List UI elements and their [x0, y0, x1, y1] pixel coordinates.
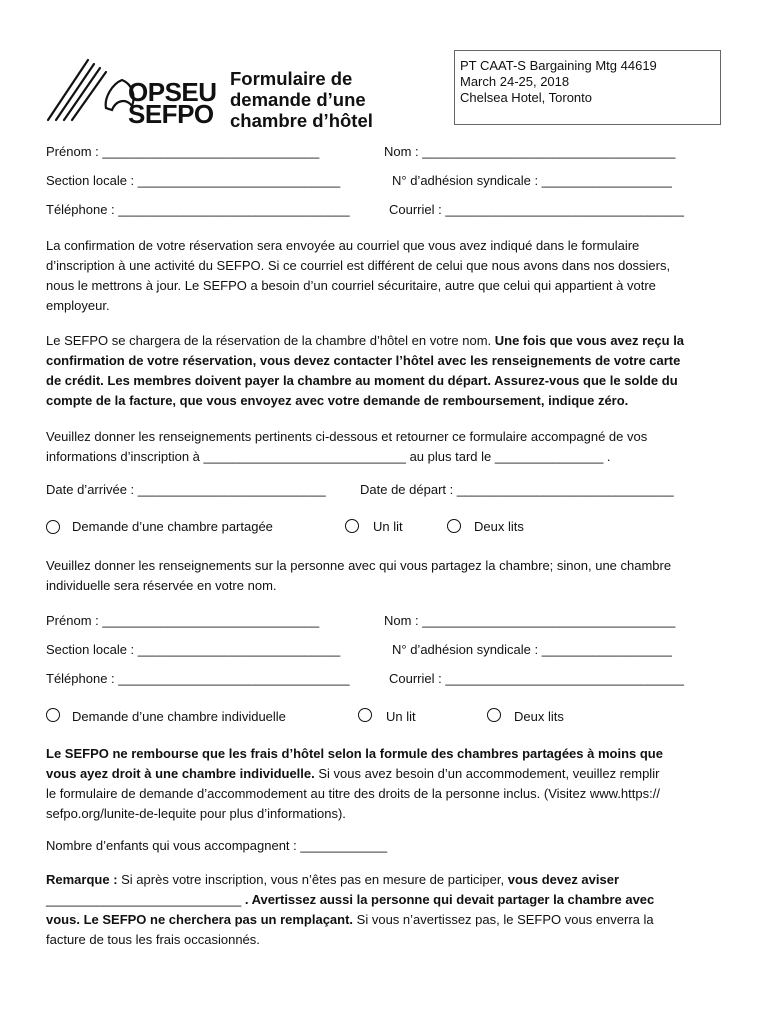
form-title: [230, 68, 373, 131]
paragraph-line: compte de la facture, que vous envoyez avec votre demande de remboursement, indique zéro.: [46, 393, 629, 408]
paragraph-line: sefpo.org/lunite-de-lequite pour plus d’informations).: [46, 806, 346, 821]
paragraph-text: Si vous avez besoin d’un accommodement, veuillez remplir: [314, 766, 660, 781]
meeting-name: PT CAAT-S Bargaining Mtg 44619: [460, 58, 657, 73]
paragraph-bold-text: Une fois que vous avez reçu la: [494, 333, 685, 348]
paragraph-line: Veuillez donner les renseignements sur la personne avec qui vous partagez la chambre; sinon, une chambre: [46, 558, 672, 573]
paragraph-line: [46, 331, 726, 351]
paragraph-text: Le SEFPO se chargera de la réservation de la chambre d’hôtel en votre nom.: [46, 333, 495, 348]
reservation-paragraph: [46, 331, 726, 411]
paragraph-line: [46, 764, 726, 784]
single-two-beds-radio[interactable]: [487, 708, 501, 722]
refund-paragraph: [46, 744, 726, 824]
shared-two-beds-label: Deux lits: [474, 519, 524, 534]
roommate-telephone-field[interactable]: Téléphone : ________________________________: [46, 671, 350, 686]
paragraph-line: Veuillez donner les renseignements pertinents ci-dessous et retourner ce formulaire accompagné de vos: [46, 429, 648, 444]
roommate-nom-field[interactable]: Nom : ___________________________________: [384, 613, 676, 628]
member-adhesion-field[interactable]: N° d’adhésion syndicale : __________________: [392, 173, 672, 188]
paragraph-text: Si après votre inscription, vous n’êtes pas en mesure de participer,: [121, 872, 508, 887]
paragraph-line: facture de tous les frais occasionnés.: [46, 932, 260, 947]
logo-sefpo-text: SEFPO: [128, 99, 214, 129]
paragraph-line: nous le mettrons à jour. Le SEFPO a besoin d’un courriel sécuritaire, autre que celui qui appartient à votre: [46, 278, 656, 293]
paragraph-line: [46, 870, 726, 890]
roommate-section-field[interactable]: Section locale : ____________________________: [46, 642, 341, 657]
confirmation-paragraph: [46, 236, 726, 316]
single-room-label: Demande d’une chambre individuelle: [72, 709, 286, 724]
roommate-paragraph: [46, 556, 726, 596]
logo-stripes-icon: [46, 58, 136, 122]
meeting-info-box: [454, 50, 721, 125]
shared-room-radio[interactable]: [46, 520, 60, 534]
paragraph-line: le formulaire de demande d’accommodement au titre des droits de la personne inclus. (Visitez www.https://: [46, 786, 660, 801]
paragraph-bold-text: vous. Le SEFPO ne cherchera pas un remplaçant.: [46, 912, 354, 927]
arrival-date-field[interactable]: Date d’arrivée : __________________________: [46, 482, 326, 497]
roommate-prenom-field[interactable]: Prénom : ______________________________: [46, 613, 320, 628]
paragraph-bold-text: vous devez aviser: [507, 872, 620, 887]
paragraph-line: [46, 910, 726, 930]
roommate-adhesion-field[interactable]: N° d’adhésion syndicale : __________________: [392, 642, 672, 657]
paragraph-line: Le SEFPO ne rembourse que les frais d’hôtel selon la formule des chambres partagées à moins que: [46, 746, 663, 761]
return-paragraph: [46, 427, 726, 467]
paragraph-bold-text: . Avertissez aussi la personne qui devait partager la chambre avec: [244, 892, 655, 907]
remark-blank-field[interactable]: ___________________________: [46, 892, 245, 907]
paragraph-line: [46, 890, 726, 910]
shared-one-bed-label: Un lit: [373, 519, 403, 534]
meeting-dates: March 24-25, 2018: [460, 74, 570, 89]
paragraph-line[interactable]: informations d’inscription à ____________________________ au plus tard le _______________ .: [46, 449, 611, 464]
paragraph-line: confirmation de votre réservation, vous devez contacter l’hôtel avec les renseignements de votre carte: [46, 353, 681, 368]
member-prenom-field[interactable]: Prénom : ______________________________: [46, 144, 320, 159]
member-courriel-field[interactable]: Courriel : _________________________________: [389, 202, 684, 217]
form-title-line: demande d’une: [230, 89, 366, 110]
roommate-courriel-field[interactable]: Courriel : _________________________________: [389, 671, 684, 686]
remark-paragraph: [46, 870, 726, 950]
single-one-bed-radio[interactable]: [358, 708, 372, 722]
paragraph-line: individuelle sera réservée en votre nom.: [46, 578, 277, 593]
member-section-field[interactable]: Section locale : ____________________________: [46, 173, 341, 188]
paragraph-line: La confirmation de votre réservation sera envoyée au courriel que vous avez indiqué dans le formulaire: [46, 238, 640, 253]
paragraph-line: de crédit. Les membres doivent payer la chambre au moment du départ. Assurez-vous que le solde du: [46, 373, 678, 388]
shared-two-beds-radio[interactable]: [447, 519, 461, 533]
form-title-line: Formulaire de: [230, 68, 353, 89]
meeting-location: Chelsea Hotel, Toronto: [460, 90, 593, 105]
remark-label: Remarque :: [46, 872, 122, 887]
shared-one-bed-radio[interactable]: [345, 519, 359, 533]
form-title-line: chambre d’hôtel: [230, 110, 373, 131]
paragraph-line: employeur.: [46, 298, 110, 313]
shared-room-label: Demande d’une chambre partagée: [72, 519, 273, 534]
paragraph-line: d’inscription à une activité du SEFPO. Si ce courriel est différent de celui que nous avons dans nos dossiers,: [46, 258, 671, 273]
single-room-radio[interactable]: [46, 708, 60, 722]
single-two-beds-label: Deux lits: [514, 709, 564, 724]
paragraph-text: Si vous n’avertissez pas, le SEFPO vous enverra la: [353, 912, 654, 927]
member-telephone-field[interactable]: Téléphone : ________________________________: [46, 202, 350, 217]
children-count-field[interactable]: Nombre d’enfants qui vous accompagnent : ____________: [46, 838, 388, 853]
logo-opseu-text: OPSEU: [128, 77, 217, 107]
member-nom-field[interactable]: Nom : ___________________________________: [384, 144, 676, 159]
single-one-bed-label: Un lit: [386, 709, 416, 724]
paragraph-bold-text: vous ayez droit à une chambre individuelle.: [46, 766, 315, 781]
departure-date-field[interactable]: Date de départ : ______________________________: [360, 482, 674, 497]
